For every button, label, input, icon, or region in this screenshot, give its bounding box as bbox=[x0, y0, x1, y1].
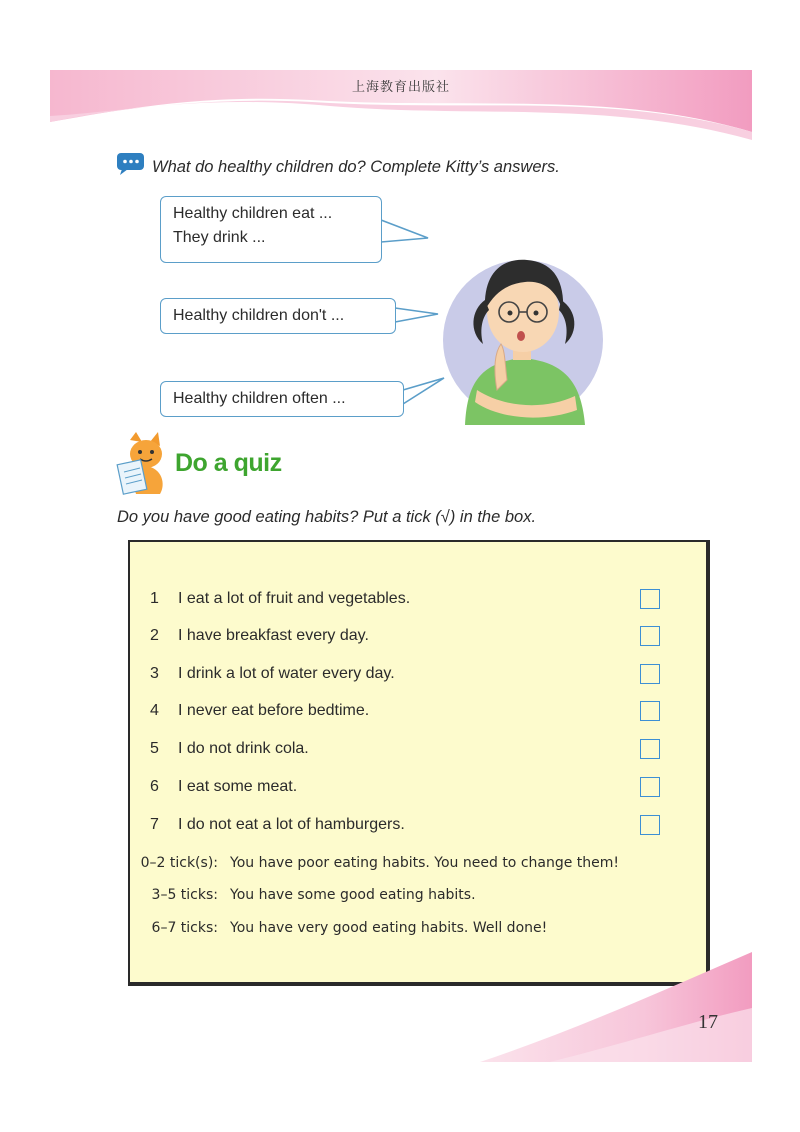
quiz-item-text: I have breakfast every day. bbox=[178, 627, 369, 644]
quiz-checkbox-5[interactable] bbox=[640, 739, 660, 759]
quiz-checkbox-2[interactable] bbox=[640, 626, 660, 646]
bubble-line: Healthy children eat ... bbox=[173, 205, 333, 222]
bubble-line: Healthy children often ... bbox=[173, 390, 346, 407]
quiz-panel bbox=[128, 540, 710, 986]
score-text: You have some good eating habits. bbox=[230, 887, 476, 903]
speech-bubble-icon bbox=[116, 152, 146, 176]
quiz-item bbox=[150, 702, 369, 720]
quiz-item-number: 2 bbox=[150, 627, 159, 644]
score-text: You have poor eating habits. You need to change them! bbox=[230, 855, 620, 871]
quiz-item-number: 1 bbox=[150, 590, 159, 607]
quiz-item-number: 7 bbox=[150, 816, 159, 833]
quiz-item-text: I never eat before bedtime. bbox=[178, 702, 370, 719]
score-row bbox=[130, 887, 476, 903]
quiz-item-number: 5 bbox=[150, 740, 159, 757]
bubble-line: They drink ... bbox=[173, 229, 266, 246]
quiz-item bbox=[150, 665, 395, 683]
score-label: 0–2 tick(s): bbox=[140, 855, 218, 871]
quiz-item-number: 3 bbox=[150, 665, 159, 682]
quiz-checkbox-3[interactable] bbox=[640, 664, 660, 684]
quiz-checkbox-6[interactable] bbox=[640, 777, 660, 797]
quiz-item bbox=[150, 740, 309, 758]
quiz-checkbox-7[interactable] bbox=[640, 815, 660, 835]
score-text: You have very good eating habits. Well done! bbox=[230, 920, 548, 936]
page-number: 17 bbox=[698, 1011, 718, 1033]
quiz-section-title: Do a quiz bbox=[175, 449, 282, 477]
bubble-line: Healthy children don't ... bbox=[173, 307, 345, 324]
quiz-item bbox=[150, 590, 410, 608]
quiz-item-text: I drink a lot of water every day. bbox=[178, 665, 395, 682]
score-row bbox=[130, 920, 547, 936]
quiz-item-text: I eat a lot of fruit and vegetables. bbox=[178, 590, 411, 607]
score-label: 6–7 ticks: bbox=[151, 920, 218, 936]
speech-bubble-eat-drink bbox=[160, 196, 382, 263]
quiz-instruction: Do you have good eating habits? Put a tick (√) in the box. bbox=[117, 508, 537, 526]
quiz-checkbox-4[interactable] bbox=[640, 701, 660, 721]
quiz-item bbox=[150, 627, 369, 645]
quiz-item-text: I eat some meat. bbox=[178, 778, 298, 795]
quiz-item bbox=[150, 778, 297, 796]
kitty-illustration bbox=[435, 240, 605, 425]
cat-with-paper-icon bbox=[116, 432, 174, 496]
quiz-item-number: 6 bbox=[150, 778, 159, 795]
quiz-item bbox=[150, 816, 405, 834]
quiz-item-text: I do not drink cola. bbox=[178, 740, 309, 757]
speech-bubble-often bbox=[160, 381, 404, 417]
score-label: 3–5 ticks: bbox=[151, 887, 218, 903]
quiz-item-number: 4 bbox=[150, 702, 159, 719]
publisher-name: 上海教育出版社 bbox=[351, 80, 450, 95]
talk-instruction: What do healthy children do? Complete Kitty’s answers. bbox=[152, 158, 560, 176]
textbook-page bbox=[50, 70, 752, 1062]
quiz-item-text: I do not eat a lot of hamburgers. bbox=[178, 816, 405, 833]
score-row bbox=[130, 855, 619, 871]
speech-bubble-dont bbox=[160, 298, 396, 334]
quiz-checkbox-1[interactable] bbox=[640, 589, 660, 609]
bottom-decorative-band bbox=[50, 952, 752, 1062]
